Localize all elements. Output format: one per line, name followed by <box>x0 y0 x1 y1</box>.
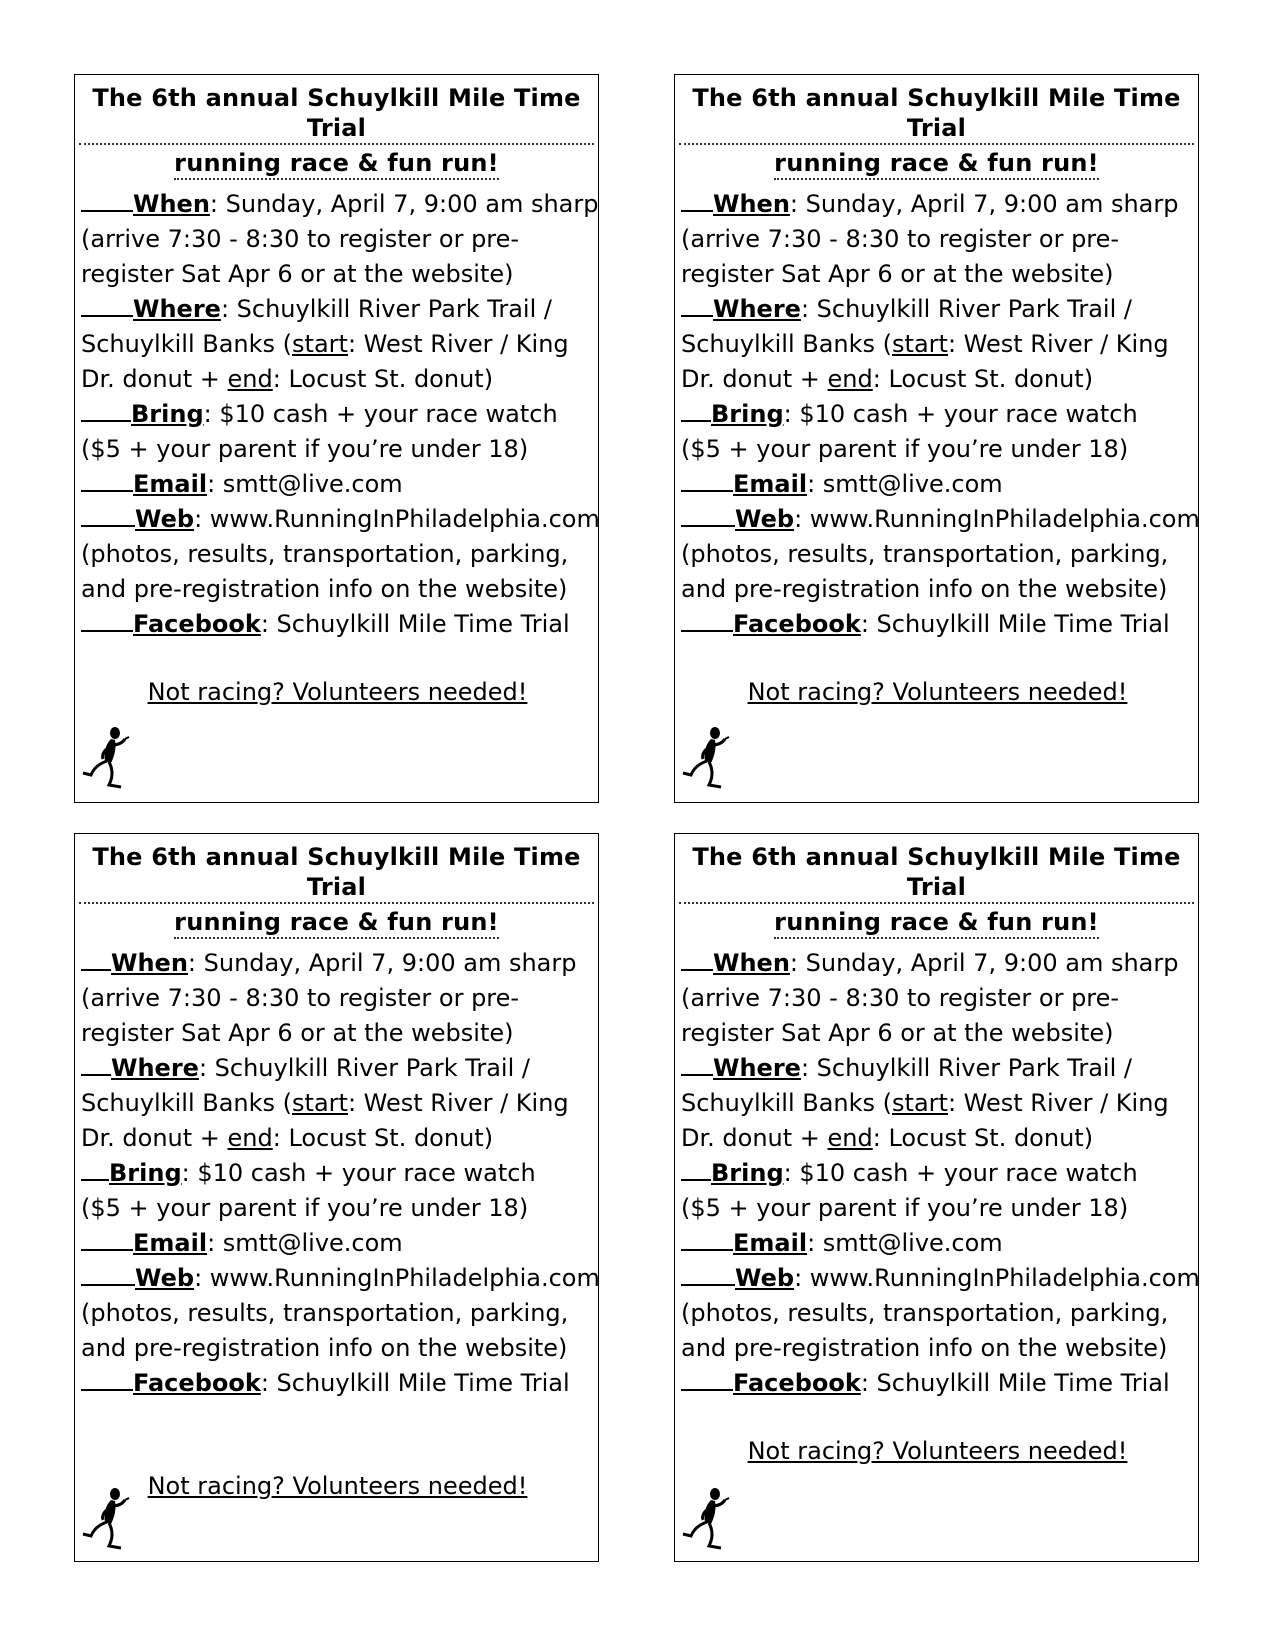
where-row <box>81 292 593 327</box>
start-word: start <box>892 1089 948 1117</box>
web-line-3: and pre-registration info on the website) <box>81 1334 568 1362</box>
bring-value: : $10 cash + your race watch <box>181 1159 536 1187</box>
web-value: : www.RunningInPhiladelphia.com <box>794 505 1200 533</box>
title-line-2: running race & fun run! <box>174 907 499 939</box>
volunteer-note: Not racing? Volunteers needed! <box>147 1472 528 1500</box>
facebook-value: : Schuylkill Mile Time Trial <box>260 610 570 638</box>
fill-blank <box>81 967 111 971</box>
fill-blank <box>681 1072 713 1076</box>
when-label: When <box>713 949 790 977</box>
when-label: When <box>713 190 790 218</box>
where-text: Schuylkill Banks ( <box>681 1089 893 1117</box>
when-line-2: (arrive 7:30 - 8:30 to register or pre- <box>681 225 1120 253</box>
bring-value: : $10 cash + your race watch <box>203 400 558 428</box>
bring-value: : $10 cash + your race watch <box>783 1159 1138 1187</box>
title-line-1: The 6th annual Schuylkill Mile Time Trial <box>679 842 1194 904</box>
title-line-1: The 6th annual Schuylkill Mile Time Trial <box>79 83 594 145</box>
flyer-title <box>79 83 594 181</box>
bring-line-2: ($5 + your parent if you’re under 18) <box>81 435 529 463</box>
where-line-3 <box>81 1121 593 1156</box>
fill-blank <box>81 1177 109 1181</box>
web-label: Web <box>735 1264 795 1292</box>
when-line-3: register Sat Apr 6 or at the website) <box>681 260 1114 288</box>
title-line-2: running race & fun run! <box>774 148 1099 180</box>
when-line-2: (arrive 7:30 - 8:30 to register or pre- <box>681 984 1120 1012</box>
email-row <box>681 1226 1193 1261</box>
where-text: : Locust St. donut) <box>272 1124 494 1152</box>
fill-blank <box>681 1282 735 1286</box>
bring-label: Bring <box>711 400 784 428</box>
email-label: Email <box>133 1229 208 1257</box>
fill-blank <box>681 418 711 422</box>
flyer-details <box>681 187 1200 642</box>
running-man-icon <box>81 725 137 793</box>
where-text: Dr. donut + <box>681 365 828 393</box>
bring-row <box>81 1156 593 1191</box>
where-text: : West River / King <box>947 1089 1169 1117</box>
start-word: start <box>292 1089 348 1117</box>
email-value: : smtt@live.com <box>207 470 403 498</box>
fill-blank <box>81 418 131 422</box>
title-line-1: The 6th annual Schuylkill Mile Time Trial <box>679 83 1194 145</box>
when-line-2: (arrive 7:30 - 8:30 to register or pre- <box>81 984 520 1012</box>
running-man-icon <box>681 725 737 793</box>
flyer-card-bottom-right <box>674 833 1199 1562</box>
flyer-card-bottom-left <box>74 833 599 1562</box>
facebook-row <box>681 607 1193 642</box>
when-value: : Sunday, April 7, 9:00 am sharp <box>789 190 1179 218</box>
where-text: : Locust St. donut) <box>872 365 1094 393</box>
bring-line-2: ($5 + your parent if you’re under 18) <box>81 1194 529 1222</box>
where-row <box>81 1051 593 1086</box>
email-row <box>81 467 593 502</box>
web-value: : www.RunningInPhiladelphia.com <box>194 1264 600 1292</box>
email-row <box>81 1226 593 1261</box>
fill-blank <box>81 1282 135 1286</box>
bring-row <box>681 397 1193 432</box>
email-label: Email <box>733 1229 808 1257</box>
facebook-label: Facebook <box>733 610 861 638</box>
facebook-label: Facebook <box>133 1369 261 1397</box>
where-value: : Schuylkill River Park Trail / <box>800 1054 1132 1082</box>
when-line-3: register Sat Apr 6 or at the website) <box>81 260 514 288</box>
start-word: start <box>292 330 348 358</box>
title-line-1: The 6th annual Schuylkill Mile Time Trial <box>79 842 594 904</box>
title-line-2: running race & fun run! <box>774 907 1099 939</box>
when-row <box>681 187 1193 222</box>
where-text: : West River / King <box>947 330 1169 358</box>
where-text: : Locust St. donut) <box>872 1124 1094 1152</box>
facebook-row <box>81 607 593 642</box>
where-line-2 <box>81 1086 593 1121</box>
fill-blank <box>81 1247 133 1251</box>
when-row <box>81 187 599 222</box>
email-label: Email <box>733 470 808 498</box>
where-text: Schuylkill Banks ( <box>81 330 293 358</box>
volunteer-note: Not racing? Volunteers needed! <box>147 678 528 706</box>
bring-row <box>681 1156 1193 1191</box>
when-label: When <box>133 190 210 218</box>
email-label: Email <box>133 470 208 498</box>
where-text: Schuylkill Banks ( <box>81 1089 293 1117</box>
where-label: Where <box>713 1054 801 1082</box>
bring-line-2: ($5 + your parent if you’re under 18) <box>681 1194 1129 1222</box>
web-row <box>81 1261 600 1296</box>
end-word: end <box>827 1124 873 1152</box>
running-man-icon <box>681 1486 737 1554</box>
facebook-row <box>81 1366 593 1401</box>
when-value: : Sunday, April 7, 9:00 am sharp <box>789 949 1179 977</box>
where-label: Where <box>713 295 801 323</box>
title-line-2: running race & fun run! <box>174 148 499 180</box>
bring-label: Bring <box>109 1159 182 1187</box>
flyer-details <box>681 946 1200 1401</box>
web-line-2: (photos, results, transportation, parking, <box>681 1299 1169 1327</box>
when-value: : Sunday, April 7, 9:00 am sharp <box>187 949 577 977</box>
where-value: : Schuylkill River Park Trail / <box>800 295 1132 323</box>
when-value: : Sunday, April 7, 9:00 am sharp <box>209 190 599 218</box>
where-text: Dr. donut + <box>681 1124 828 1152</box>
flyer-card-top-left <box>74 74 599 803</box>
fill-blank <box>81 488 133 492</box>
where-text: : West River / King <box>347 1089 569 1117</box>
web-line-3: and pre-registration info on the website) <box>81 575 568 603</box>
web-value: : www.RunningInPhiladelphia.com <box>194 505 600 533</box>
when-line-3: register Sat Apr 6 or at the website) <box>681 1019 1114 1047</box>
facebook-value: : Schuylkill Mile Time Trial <box>860 1369 1170 1397</box>
end-word: end <box>227 365 273 393</box>
facebook-label: Facebook <box>733 1369 861 1397</box>
when-row <box>81 946 593 981</box>
flyer-details <box>81 946 600 1401</box>
where-text: : Locust St. donut) <box>272 365 494 393</box>
fill-blank <box>81 313 133 317</box>
web-row <box>681 1261 1200 1296</box>
end-word: end <box>827 365 873 393</box>
flyer-card-top-right <box>674 74 1199 803</box>
fill-blank <box>681 523 735 527</box>
email-row <box>681 467 1193 502</box>
where-value: : Schuylkill River Park Trail / <box>220 295 552 323</box>
fill-blank <box>81 523 135 527</box>
where-line-2 <box>681 1086 1193 1121</box>
where-line-3 <box>681 1121 1193 1156</box>
web-line-2: (photos, results, transportation, parking, <box>81 540 569 568</box>
fill-blank <box>681 967 713 971</box>
when-label: When <box>111 949 188 977</box>
where-line-2 <box>681 327 1193 362</box>
where-label: Where <box>111 1054 199 1082</box>
web-line-3: and pre-registration info on the website) <box>681 1334 1168 1362</box>
web-label: Web <box>135 505 195 533</box>
flyer-title <box>679 83 1194 181</box>
facebook-value: : Schuylkill Mile Time Trial <box>860 610 1170 638</box>
web-value: : www.RunningInPhiladelphia.com <box>794 1264 1200 1292</box>
flyer-title <box>679 842 1194 940</box>
bring-label: Bring <box>131 400 204 428</box>
web-row <box>681 502 1200 537</box>
bring-value: : $10 cash + your race watch <box>783 400 1138 428</box>
fill-blank <box>681 313 713 317</box>
when-line-2: (arrive 7:30 - 8:30 to register or pre- <box>81 225 520 253</box>
email-value: : smtt@live.com <box>207 1229 403 1257</box>
end-word: end <box>227 1124 273 1152</box>
flyer-title <box>79 842 594 940</box>
email-value: : smtt@live.com <box>807 1229 1003 1257</box>
web-row <box>81 502 600 537</box>
fill-blank <box>681 208 713 212</box>
web-label: Web <box>135 1264 195 1292</box>
bring-line-2: ($5 + your parent if you’re under 18) <box>681 435 1129 463</box>
bring-label: Bring <box>711 1159 784 1187</box>
bring-row <box>81 397 593 432</box>
where-row <box>681 1051 1193 1086</box>
where-text: Dr. donut + <box>81 1124 228 1152</box>
fill-blank <box>81 1387 133 1391</box>
where-row <box>681 292 1193 327</box>
where-text: Schuylkill Banks ( <box>681 330 893 358</box>
facebook-label: Facebook <box>133 610 261 638</box>
where-value: : Schuylkill River Park Trail / <box>198 1054 530 1082</box>
web-line-3: and pre-registration info on the website) <box>681 575 1168 603</box>
running-man-icon <box>81 1486 137 1554</box>
where-line-3 <box>681 362 1193 397</box>
web-line-2: (photos, results, transportation, parking, <box>681 540 1169 568</box>
volunteer-note: Not racing? Volunteers needed! <box>747 1437 1128 1465</box>
facebook-row <box>681 1366 1193 1401</box>
fill-blank <box>681 1177 711 1181</box>
fill-blank <box>81 628 133 632</box>
where-line-3 <box>81 362 593 397</box>
web-line-2: (photos, results, transportation, parking, <box>81 1299 569 1327</box>
fill-blank <box>681 488 733 492</box>
facebook-value: : Schuylkill Mile Time Trial <box>260 1369 570 1397</box>
where-text: Dr. donut + <box>81 365 228 393</box>
start-word: start <box>892 330 948 358</box>
fill-blank <box>681 1387 733 1391</box>
email-value: : smtt@live.com <box>807 470 1003 498</box>
flyer-details <box>81 187 600 642</box>
web-label: Web <box>735 505 795 533</box>
when-row <box>681 946 1193 981</box>
where-label: Where <box>133 295 221 323</box>
when-line-3: register Sat Apr 6 or at the website) <box>81 1019 514 1047</box>
where-text: : West River / King <box>347 330 569 358</box>
fill-blank <box>81 208 133 212</box>
fill-blank <box>681 1247 733 1251</box>
fill-blank <box>81 1072 111 1076</box>
fill-blank <box>681 628 733 632</box>
volunteer-note: Not racing? Volunteers needed! <box>747 678 1128 706</box>
where-line-2 <box>81 327 593 362</box>
